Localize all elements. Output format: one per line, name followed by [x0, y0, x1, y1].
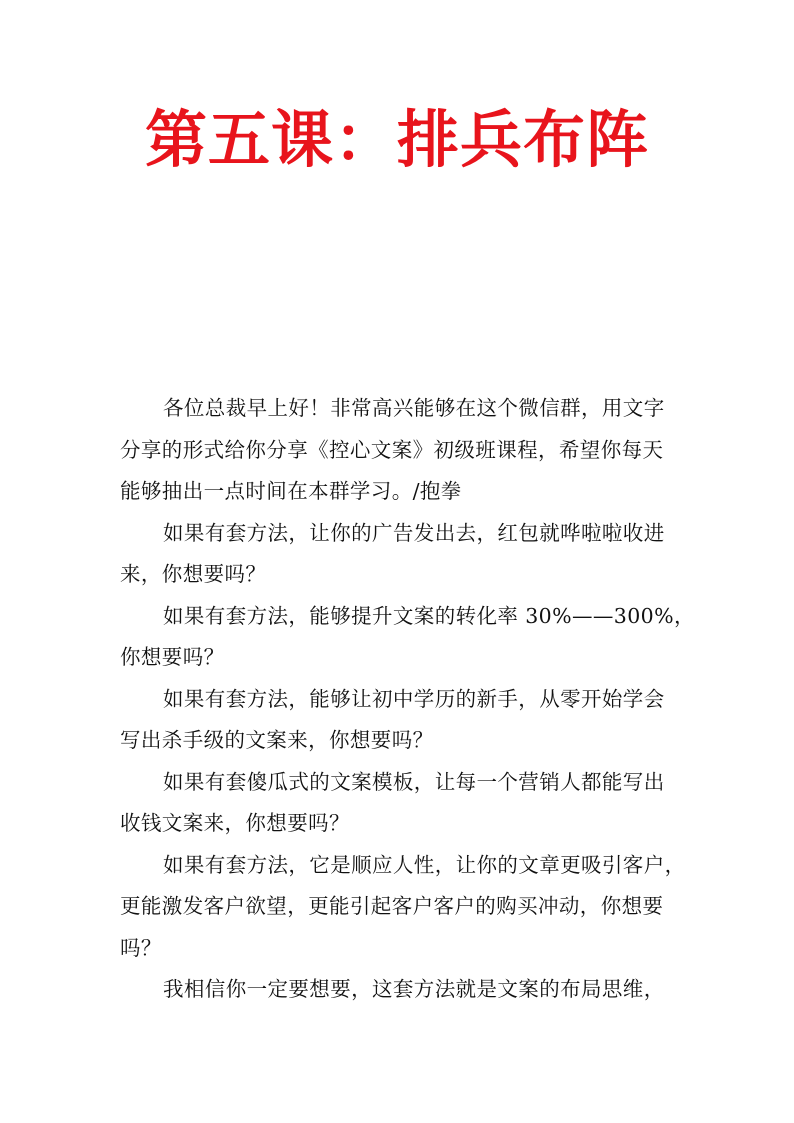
- paragraph-line: 更能激发客户欲望，更能引起客户客户的购买冲动，你想要: [120, 894, 664, 918]
- paragraph-line: 如果有套方法，让你的广告发出去，红包就哗啦啦收进: [163, 520, 665, 545]
- paragraph-line: 分享的形式给你分享《控心文案》初级班课程，希望你每天: [120, 437, 664, 462]
- document-body: [120, 388, 695, 1011]
- paragraph-line: 各位总裁早上好！非常高兴能够在这个微信群，用文字: [163, 396, 665, 420]
- paragraph-line: 能够抽出一点时间在本群学习。/抱拳: [120, 479, 462, 503]
- paragraph-line: 如果有套方法，它是顺应人性，让你的文章更吸引客户，: [163, 852, 686, 877]
- paragraph-line: 如果有套方法，能够提升文案的转化率 30%——300%，: [163, 603, 695, 628]
- document-title: 第五课：排兵布阵: [144, 103, 649, 176]
- paragraph-line: 我相信你一定要想要，这套方法就是文案的布局思维，: [163, 977, 665, 1001]
- paragraph-line: 写出杀手级的文案来，你想要吗？: [120, 728, 434, 752]
- paragraph-line: 来，你想要吗？: [120, 562, 267, 586]
- paragraph-line: 收钱文案来，你想要吗？: [120, 811, 350, 835]
- paragraph-line: 吗？: [120, 935, 162, 960]
- paragraph-line: 如果有套方法，能够让初中学历的新手，从零开始学会: [163, 686, 665, 711]
- paragraph-line: 你想要吗？: [120, 645, 225, 669]
- paragraph-line: 如果有套傻瓜式的文案模板，让每一个营销人都能写出: [163, 769, 665, 794]
